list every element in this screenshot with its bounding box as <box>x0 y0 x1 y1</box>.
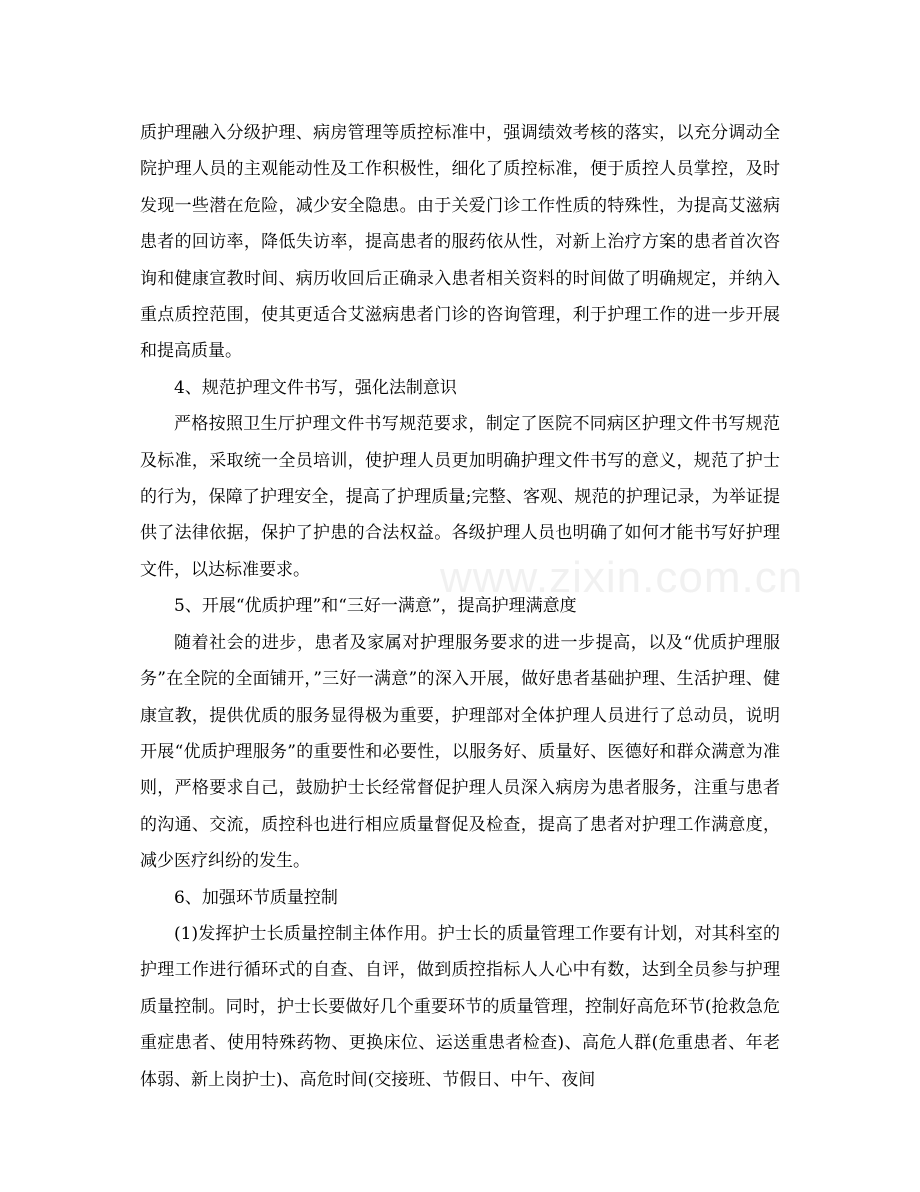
paragraph-body-1: 质护理融入分级护理、病房管理等质控标准中，强调绩效考核的落实，以充分调动全院护理人员的主观能动性及工作积极性，细化了质控标准，便于质控人员掌控，及时发现一些潜在危险，减少安全隐患。由于关爱门诊工作性质的特殊性，为提高艾滋病患者的回访率，降低失访率，提高患者的服药依从性，对新上治疗方案的患者首次咨询和健康宣教时间、病历收回后正确录入患者相关资料的时间做了明确规定，并纳入重点质控范围，使其更适合艾滋病患者门诊的咨询管理，利于护理工作的进一步开展和提高质量。 <box>140 123 780 362</box>
watermark: www.zixin.com.cn <box>440 553 804 602</box>
document-body <box>140 115 780 1098</box>
paragraph-body-3: 随着社会的进步，患者及家属对护理服务要求的进一步提高，以及“优质护理服务”在全院的全面铺开，”三好一满意”的深入开展，做好患者基础护理、生活护理、健康宣教，提供优质的服务显得极为重要，护理部对全体护理人员进行了总动员，说明开展“优质护理服务”的重要性和必要性，以服务好、质量好、医德好和群众满意为准则，严格要求自己，鼓励护士长经常督促护理人员深入病房为患者服务，注重与患者的沟通、交流，质控科也进行相应质量督促及检查，提高了患者对护理工作满意度，减少医疗纠纷的发生。 <box>140 632 780 872</box>
section-heading-5: 5、开展“优质护理”和“三好一满意”，提高护理满意度 <box>174 596 577 617</box>
section-heading-4: 4、规范护理文件书写，强化法制意识 <box>174 377 457 398</box>
paragraph-body-2: 严格按照卫生厅护理文件书写规范要求，制定了医院不同病区护理文件书写规范及标准，采取统一全员培训，使护理人员更加明确护理文件书写的意义，规范了护士的行为，保障了护理安全，提高了护理质量;完整、客观、规范的护理记录，为举证提供了法律依据，保护了护患的合法权益。各级护理人员也明确了如何才能书写好护理文件，以达标准要求。 <box>140 414 780 580</box>
section-heading-6: 6、加强环节质量控制 <box>174 887 338 908</box>
paragraph-body-4: (1)发挥护士长质量控制主体作用。护士长的质量管理工作要有计划，对其科室的护理工作进行循环式的自查、自评，做到质控指标人人心中有数，达到全员参与护理质量控制。同时，护士长要做好几个重要环节的质量管理，控制好高危环节(抢救急危重症患者、使用特殊药物、更换床位、运送重患者检查)、高危人群(危重患者、年老体弱、新上岗护士)、高危时间(交接班、节假日、中午、夜间 <box>140 923 780 1090</box>
